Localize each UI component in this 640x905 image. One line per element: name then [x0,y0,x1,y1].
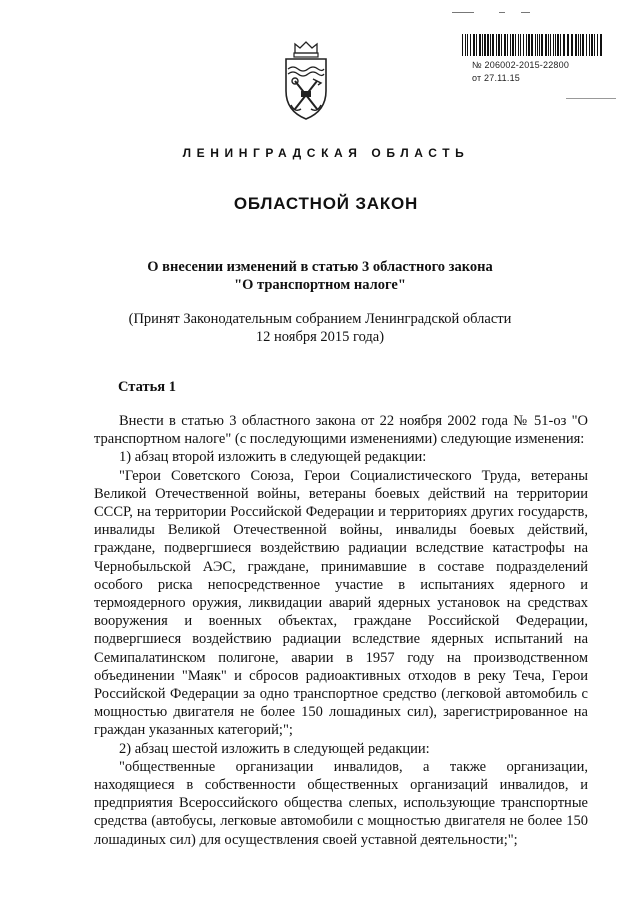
law-subject [0,258,640,294]
coat-of-arms-icon [281,39,331,121]
article-paragraph: "общественные организации инвалидов, а также организации, находящиеся в собственности общественных организаций инвалидов, и предприятия Всероссийского общества слепых, использующие транспортные средства (автобусы, легковые автомобили с мощностью двигателя не более 150 лошадиных сил) для осуществления своей уставной деятельности;"; [94,758,588,848]
region-name: ЛЕНИНГРАДСКАЯ ОБЛАСТЬ [182,146,470,160]
article-heading: Статья 1 [118,379,176,395]
article-paragraph: "Герои Советского Союза, Герои Социалистического Труда, ветераны Великой Отечественной войны, ветераны боевых действий на территории СССР, на территории Российской Федерации и территориях других государств, инвалиды Великой Отечественной войны, инвалиды боевых действий, граждане, подвергшиеся воздействию радиации вследствие катастрофы на Чернобыльской АЭС, граждане, принимавшие в составе подразделений особого риска непосредственное участие в испытаниях ядерного и термоядерного оружия, ликвидации аварий ядерных установок на средствах вооружения и военных объектах, граждане Российской Федерации, подвергшиеся воздействию радиации вследствие ядерных испытаний на Семипалатинском полигоне, аварии в 1957 году на производственном объединении "Маяк" и сбросов радиоактивных отходов в реку Теча, Герои Российской Федерации за одно транспортное средство (легковой автомобиль с мощностью двигателя не более 150 лошадиных сил), зарегистрированное на граждан указанных категорий;"; [94,467,588,739]
article-body [94,412,588,849]
registration-number: № 206002-2015-22800 [472,60,570,70]
scan-mark [452,12,474,13]
law-subject-line: О внесении изменений в статью 3 областного закона [147,259,493,275]
scan-mark [566,98,616,99]
scan-mark [499,12,505,13]
scan-mark [521,12,530,13]
article-paragraph: 2) абзац шестой изложить в следующей редакции: [119,740,430,757]
law-type-title: ОБЛАСТНОЙ ЗАКОН [233,194,419,213]
barcode-icon [462,34,604,56]
law-subject-line: "О транспортном налоге" [234,277,406,293]
adoption-note [0,310,640,346]
article-paragraph: 1) абзац второй изложить в следующей редакции: [119,449,427,466]
adoption-note-line: 12 ноября 2015 года) [255,329,385,345]
adoption-note-line: (Принят Законодательным собранием Ленинградской области [128,311,512,327]
registration-date: от 27.11.15 [472,73,520,83]
article-paragraph: Внести в статью 3 областного закона от 22 ноября 2002 года № 51-оз "О транспортном налоге" (с последующими изменениями) следующие изменения: [94,413,588,448]
